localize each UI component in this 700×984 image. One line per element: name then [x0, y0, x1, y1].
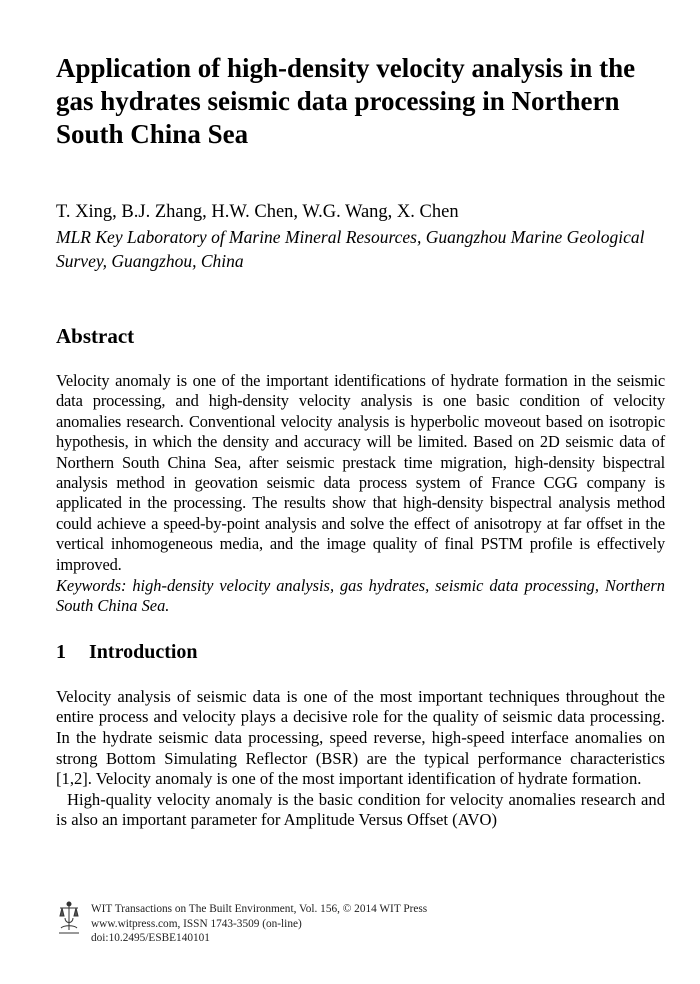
footer-citation: [91, 902, 427, 946]
footer-line: doi:10.2495/ESBE140101: [91, 932, 210, 944]
paragraph: Velocity analysis of seismic data is one of the most important techniques throughout the entire process and velocity plays a decisive role for the quality of seismic data processing. In the hydrate seismic data processing, speed reverse, high-speed interface anomalies on strong Bottom Simulating Reflector (BSR) are the typical performance characteristics [1,2]. Velocity anomaly is one of the most important identification of hydrate formation.: [56, 686, 665, 789]
section-number: 1: [56, 640, 66, 663]
author-list: T. Xing, B.J. Zhang, H.W. Chen, W.G. Wang, X. Chen: [56, 202, 459, 222]
page-footer: [56, 900, 616, 960]
introduction-body: [56, 687, 665, 831]
author-affiliation: MLR Key Laboratory of Marine Mineral Resources, Guangzhou Marine Geological Survey, Guangzhou, China: [56, 227, 645, 271]
paper-title: Application of high-density velocity analysis in the gas hydrates seismic data processing in Northern South China Sea: [56, 53, 636, 149]
footer-line: www.witpress.com, ISSN 1743-3509 (on-line): [91, 917, 302, 930]
abstract-heading: Abstract: [56, 324, 135, 348]
footer-line: WIT Transactions on The Built Environment, Vol. 156, © 2014 WIT Press: [91, 903, 428, 915]
paragraph: High-quality velocity anomaly is the basic condition for velocity anomalies research and is also an important parameter for Amplitude Versus Offset (AVO): [56, 789, 665, 830]
keywords: Keywords: high-density velocity analysis, gas hydrates, seismic data processing, Northern South China Sea.: [56, 576, 665, 616]
abstract-body: Velocity anomaly is one of the important identifications of hydrate formation in the seismic data processing, and high-density velocity analysis is one basic condition of velocity anomalies research. Conventional velocity analysis is hyperbolic moveout based on isotropic hypothesis, in which the density and accuracy will be limited. Based on 2D seismic data of Northern South China Sea, after seismic prestack time migration, high-density bispectral analysis method in geovation seismic data process system of France CGG company is applicated in the processing. The results show that high-density bispectral analysis method could achieve a speed-by-point analysis and solve the effect of anisotropy at far offset in the vertical inhomogeneous media, and the image quality of final PSTM profile is effectively improved.: [56, 371, 665, 574]
wit-press-logo-icon: [56, 900, 82, 936]
section-heading-introduction: [56, 639, 665, 665]
section-title: Introduction: [89, 640, 198, 663]
paper-page: [56, 52, 665, 831]
